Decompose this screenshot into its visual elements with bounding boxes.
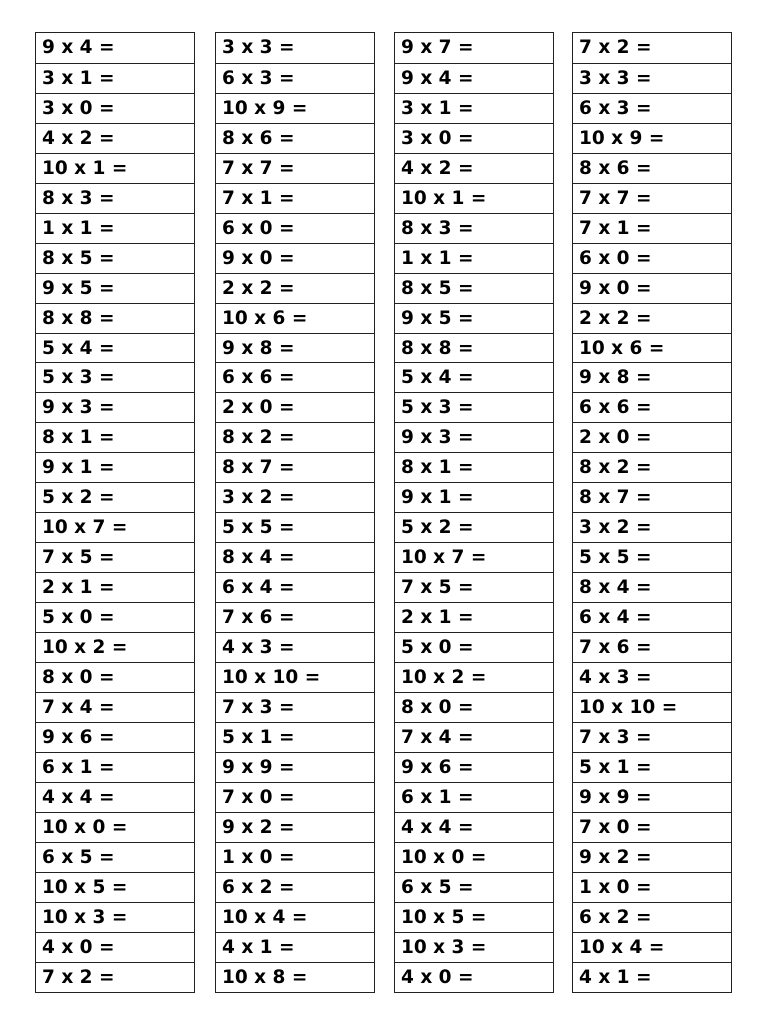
problem-cell: 6 x 5 = <box>395 872 553 902</box>
problem-cell: 7 x 4 = <box>395 722 553 752</box>
problem-cell: 5 x 5 = <box>216 512 374 542</box>
problem-cell: 3 x 1 = <box>36 63 194 93</box>
problem-cell: 1 x 0 = <box>573 872 731 902</box>
problem-cell: 2 x 1 = <box>36 572 194 602</box>
problem-cell: 9 x 9 = <box>216 752 374 782</box>
problem-cell: 9 x 4 = <box>42 37 115 58</box>
problem-cell: 9 x 3 = <box>36 392 194 422</box>
problem-cell: 4 x 0 = <box>395 962 553 992</box>
problem-cell: 10 x 3 = <box>36 902 194 932</box>
problem-cell: 7 x 1 = <box>216 183 374 213</box>
problem-column-4 <box>572 32 732 993</box>
problem-cell: 9 x 8 = <box>216 333 374 363</box>
problem-cell: 10 x 6 = <box>216 303 374 333</box>
problem-cell: 5 x 3 = <box>36 362 194 392</box>
problem-cell: 5 x 1 = <box>216 722 374 752</box>
problem-cell: 9 x 6 = <box>36 722 194 752</box>
problem-column-1 <box>35 32 195 993</box>
problem-cell: 10 x 10 = <box>216 662 374 692</box>
problem-cell: 8 x 5 = <box>36 243 194 273</box>
problem-cell: 3 x 1 = <box>395 93 553 123</box>
problem-cell: 7 x 2 = <box>36 962 194 992</box>
problem-cell: 3 x 0 = <box>36 93 194 123</box>
problem-cell: 9 x 3 = <box>395 422 553 452</box>
problem-cell: 3 x 3 = <box>573 63 731 93</box>
problem-cell: 8 x 7 = <box>573 482 731 512</box>
problem-cell: 7 x 7 = <box>573 183 731 213</box>
problem-cell: 10 x 2 = <box>36 632 194 662</box>
problem-cell: 6 x 2 = <box>216 872 374 902</box>
problem-cell: 7 x 2 = <box>579 37 652 58</box>
problem-cell: 10 x 9 = <box>573 123 731 153</box>
problem-cell: 6 x 4 = <box>216 572 374 602</box>
problem-cell: 7 x 6 = <box>573 632 731 662</box>
problem-cell: 10 x 0 = <box>395 842 553 872</box>
problem-cell: 7 x 7 = <box>216 153 374 183</box>
problem-cell: 8 x 8 = <box>36 303 194 333</box>
problem-cell: 10 x 5 = <box>36 872 194 902</box>
problem-cell: 5 x 2 = <box>395 512 553 542</box>
problem-cell: 10 x 0 = <box>36 812 194 842</box>
problem-cell: 10 x 3 = <box>395 932 553 962</box>
problem-cell: 1 x 1 = <box>36 213 194 243</box>
problem-cell: 9 x 7 = <box>401 37 474 58</box>
problem-cell: 10 x 5 = <box>395 902 553 932</box>
problem-cell: 8 x 1 = <box>36 422 194 452</box>
problem-cell: 9 x 4 = <box>395 63 553 93</box>
problem-cell: 6 x 3 = <box>573 93 731 123</box>
problem-cell: 3 x 2 = <box>573 512 731 542</box>
problem-cell: 7 x 3 = <box>573 722 731 752</box>
problem-cell: 1 x 0 = <box>216 842 374 872</box>
problem-cell: 4 x 2 = <box>36 123 194 153</box>
problem-cell: 9 x 9 = <box>573 782 731 812</box>
problem-cell: 9 x 1 = <box>395 482 553 512</box>
problem-cell: 4 x 1 = <box>573 962 731 992</box>
problem-cell: 9 x 8 = <box>573 362 731 392</box>
problem-column-2 <box>215 32 375 993</box>
problem-cell: 9 x 2 = <box>216 812 374 842</box>
problem-cell: 2 x 2 = <box>216 273 374 303</box>
problem-cell: 8 x 6 = <box>573 153 731 183</box>
problem-cell: 9 x 2 = <box>573 842 731 872</box>
problem-cell: 10 x 1 = <box>395 183 553 213</box>
problem-cell: 5 x 3 = <box>395 392 553 422</box>
problem-cell: 8 x 3 = <box>395 213 553 243</box>
problem-cell: 4 x 0 = <box>36 932 194 962</box>
problem-cell: 6 x 1 = <box>36 752 194 782</box>
problem-column-3 <box>394 32 554 993</box>
problem-cell: 5 x 5 = <box>573 542 731 572</box>
problem-cell: 9 x 0 = <box>573 273 731 303</box>
problem-cell: 10 x 2 = <box>395 662 553 692</box>
problem-cell: 4 x 2 = <box>395 153 553 183</box>
problem-cell: 5 x 1 = <box>573 752 731 782</box>
problem-cell: 4 x 3 = <box>216 632 374 662</box>
problem-cell: 6 x 0 = <box>573 243 731 273</box>
problem-cell: 3 x 3 = <box>222 37 295 58</box>
problem-cell: 8 x 4 = <box>573 572 731 602</box>
problem-cell: 4 x 3 = <box>573 662 731 692</box>
problem-cell: 8 x 5 = <box>395 273 553 303</box>
problem-cell: 10 x 7 = <box>36 512 194 542</box>
problem-cell: 3 x 2 = <box>216 482 374 512</box>
problem-cell: 6 x 2 = <box>573 902 731 932</box>
problem-cell: 8 x 6 = <box>216 123 374 153</box>
problem-cell: 10 x 9 = <box>216 93 374 123</box>
problem-cell: 2 x 0 = <box>216 392 374 422</box>
problem-cell: 7 x 5 = <box>36 542 194 572</box>
problem-cell: 2 x 1 = <box>395 602 553 632</box>
problem-cell: 8 x 7 = <box>216 452 374 482</box>
problem-cell: 10 x 8 = <box>216 962 374 992</box>
problem-cell: 10 x 7 = <box>395 542 553 572</box>
problem-cell: 3 x 0 = <box>395 123 553 153</box>
problem-cell: 5 x 2 = <box>36 482 194 512</box>
problem-cell: 4 x 4 = <box>395 812 553 842</box>
problem-cell: 8 x 0 = <box>36 662 194 692</box>
problem-cell: 8 x 1 = <box>395 452 553 482</box>
problem-cell: 7 x 3 = <box>216 692 374 722</box>
problem-cell: 6 x 3 = <box>216 63 374 93</box>
problem-cell: 9 x 6 = <box>395 752 553 782</box>
problem-cell: 10 x 4 = <box>573 932 731 962</box>
problem-cell: 7 x 5 = <box>395 572 553 602</box>
problem-cell: 8 x 4 = <box>216 542 374 572</box>
problem-cell: 5 x 4 = <box>36 333 194 363</box>
problem-cell: 10 x 10 = <box>573 692 731 722</box>
problem-cell: 7 x 0 = <box>216 782 374 812</box>
problem-cell: 4 x 1 = <box>216 932 374 962</box>
problem-cell: 8 x 0 = <box>395 692 553 722</box>
problem-cell: 1 x 1 = <box>395 243 553 273</box>
problem-cell: 5 x 0 = <box>36 602 194 632</box>
problem-cell: 2 x 0 = <box>573 422 731 452</box>
problem-cell: 9 x 5 = <box>36 273 194 303</box>
problem-cell: 8 x 8 = <box>395 333 553 363</box>
problem-cell: 6 x 6 = <box>573 392 731 422</box>
problem-cell: 10 x 4 = <box>216 902 374 932</box>
problem-cell: 10 x 1 = <box>36 153 194 183</box>
problem-cell: 6 x 0 = <box>216 213 374 243</box>
problem-cell: 7 x 6 = <box>216 602 374 632</box>
problem-cell: 7 x 1 = <box>573 213 731 243</box>
problem-cell: 7 x 4 = <box>36 692 194 722</box>
problem-cell: 5 x 0 = <box>395 632 553 662</box>
problem-cell: 10 x 6 = <box>573 333 731 363</box>
problem-cell: 9 x 1 = <box>36 452 194 482</box>
problem-cell: 8 x 2 = <box>216 422 374 452</box>
problem-cell: 6 x 5 = <box>36 842 194 872</box>
problem-cell: 4 x 4 = <box>36 782 194 812</box>
problem-cell: 6 x 1 = <box>395 782 553 812</box>
problem-cell: 8 x 2 = <box>573 452 731 482</box>
problem-cell: 7 x 0 = <box>573 812 731 842</box>
problem-cell: 6 x 6 = <box>216 362 374 392</box>
problem-cell: 9 x 0 = <box>216 243 374 273</box>
problem-cell: 5 x 4 = <box>395 362 553 392</box>
problem-cell: 6 x 4 = <box>573 602 731 632</box>
problem-cell: 2 x 2 = <box>573 303 731 333</box>
problem-cell: 8 x 3 = <box>36 183 194 213</box>
problem-cell: 9 x 5 = <box>395 303 553 333</box>
